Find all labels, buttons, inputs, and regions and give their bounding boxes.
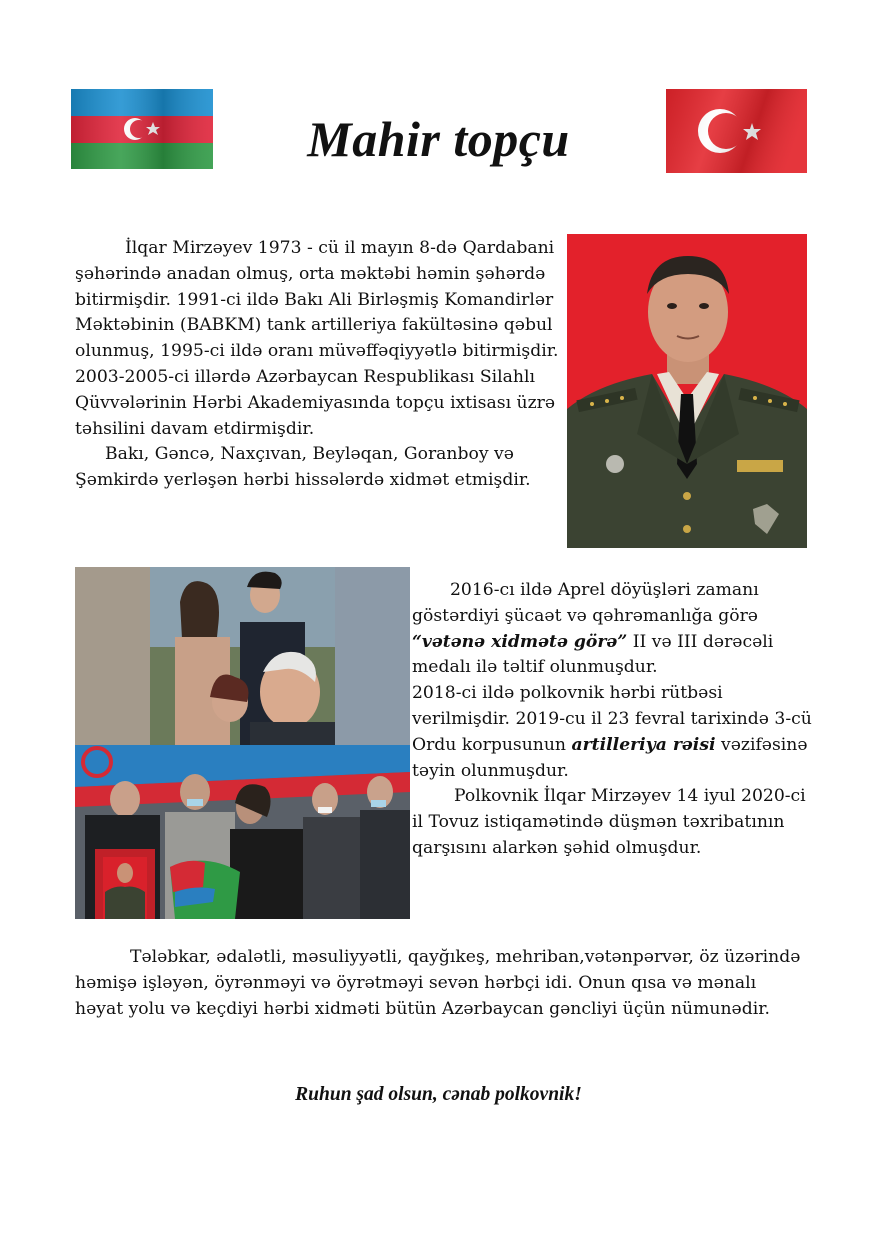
medals-text-start: 2016-cı ildə Aprel döyüşləri zamanı göstərdiyi şücaət və qəhrəmanlığa görə [412, 580, 759, 626]
position-title: artilleriya rəisi [571, 734, 716, 755]
intro-section [75, 236, 570, 494]
rank-text-start: 2018-ci ildə polkovnik hərbi rütbəsi verilmişdir. 2019-cu il 23 fevral tarixində 3-cü Ordu korpusunun [412, 683, 812, 755]
farewell-line: Ruhun şad olsun, cənab polkovnik! [295, 1084, 582, 1105]
side-paragraph-medals [412, 578, 812, 681]
intro-paragraph-service: Bakı, Gəncə, Naxçıvan, Beyləqan, Goranboy və Şəmkirdə yerləşən hərbi hissələrdə xidmət etmişdir. [75, 444, 531, 491]
side-paragraph-rank [412, 681, 812, 784]
closing-section [75, 945, 805, 1022]
medal-name: “vətənə xidmətə görə” [412, 631, 628, 652]
achievements-section [412, 578, 812, 862]
medals-text-end: II və III dərəcəli medalı ilə təltif olunmuşdur. [412, 631, 774, 678]
intro-paragraph-biography: İlqar Mirzəyev 1973 - cü il mayın 8-də Qardabani şəhərində anadan olmuş, orta məktəbi həmin şəhərdə bitirmişdir. 1991-ci ildə Bakı Ali Birləşmiş Komandirlər Məktəbinin (BABKM) tank artilleriya fakültəsinə qəbul olunmuş, 1995-ci ildə oranı müvəffəqiyyətlə bitirmişdir. 2003-2005-ci illərdə Azərbaycan Respublikası Silahlı Qüvvələrinin Hərbi Akademiyasında topçu ixtisası üzrə təhsilini davam etdirmişdir. [75, 238, 559, 439]
page-title: Mahir topçu [307, 111, 570, 167]
closing-paragraph: Tələbkar, ədalətli, məsuliyyətli, qayğıkeş, mehriban,vətənpərvər, öz üzərində həmişə işləyən, öyrənməyi və öyrətməyi sevən hərbçi idi. Onun qısa və mənalı həyat yolu və keçdiyi hərbi xidməti bütün Azərbaycan gəncliyi üçün nümunədir. [75, 947, 801, 1019]
portrait-photo [567, 234, 807, 548]
family-funeral-collage [75, 567, 410, 919]
side-paragraph-death: Polkovnik İlqar Mirzəyev 14 iyul 2020-ci il Tovuz istiqamətində düşmən təxribatının qarşısını alarkən şəhid olmuşdur. [412, 786, 806, 858]
rank-text-end: vəzifəsinə təyin olunmuşdur. [412, 734, 808, 781]
